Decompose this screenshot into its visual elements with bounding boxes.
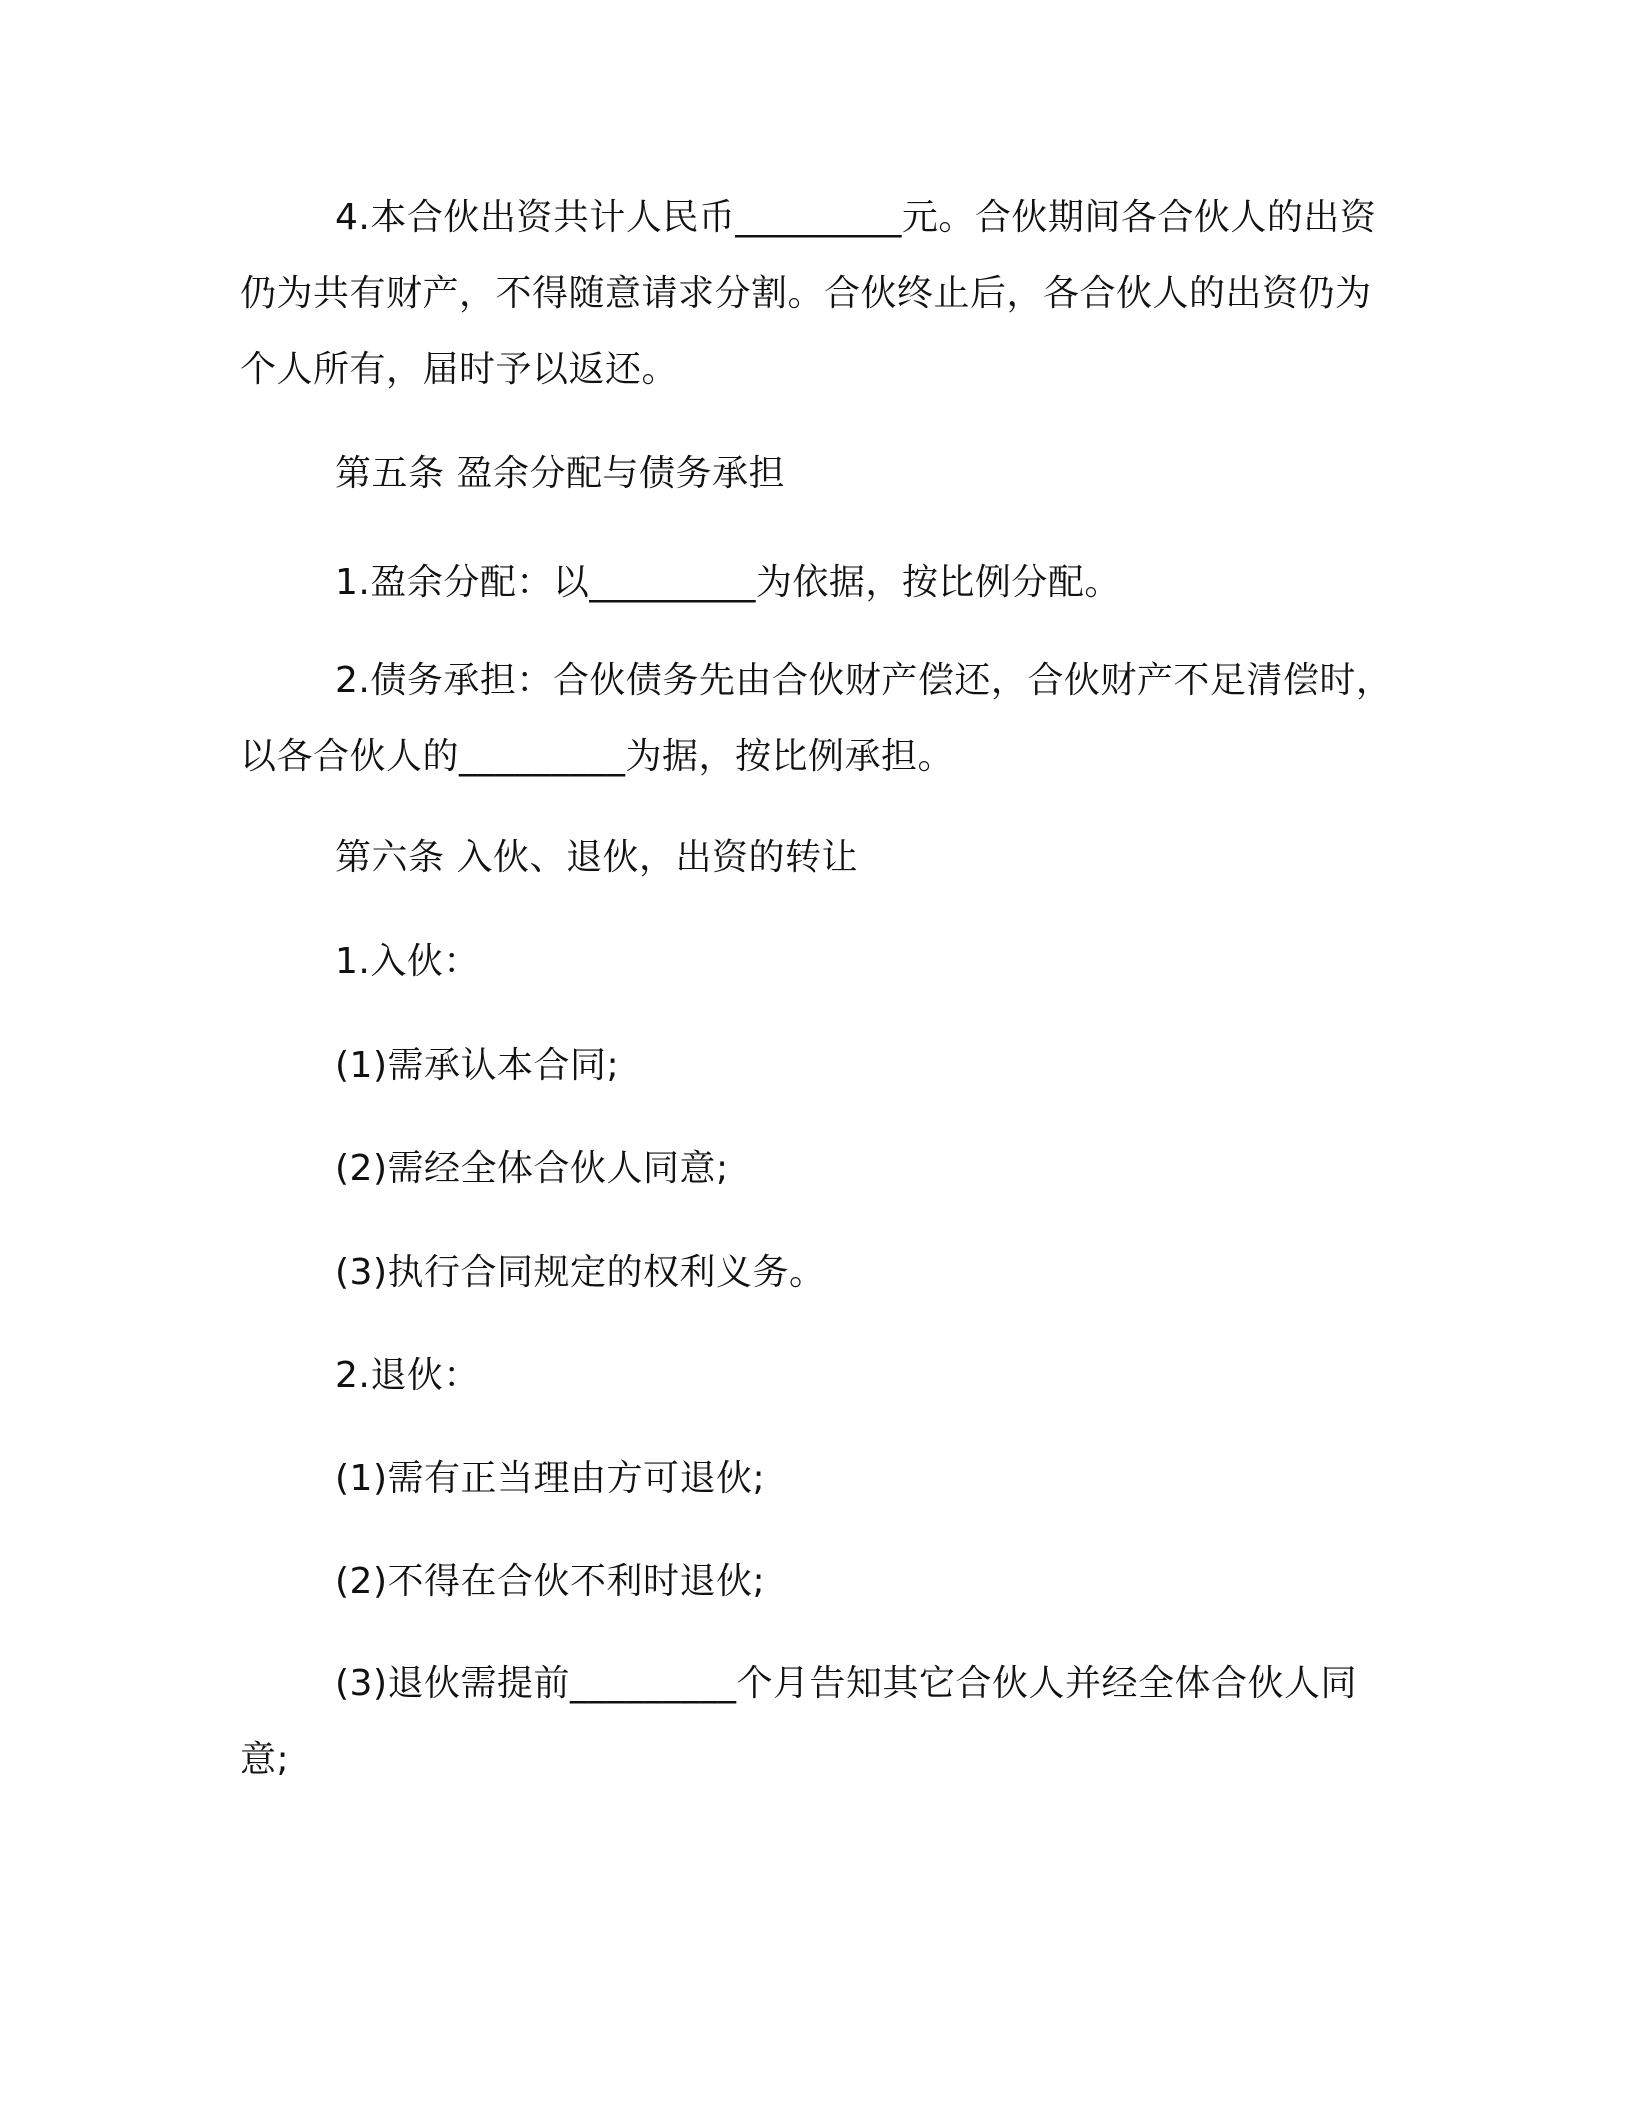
clause-profit-distribution: 1.盈余分配：以_________为依据，按比例分配。 [335, 562, 1121, 603]
article-5-heading: 第五条 盈余分配与债务承担 [335, 453, 785, 494]
admission-item-3: (3)执行合同规定的权利义务。 [335, 1252, 826, 1293]
withdrawal-item-3: (3)退伙需提前_________个月告知其它合伙人并经全体合伙人同意; [240, 1663, 1357, 1780]
clause-admission-heading: 1.入伙： [335, 941, 480, 982]
admission-item-1: (1)需承认本合同; [335, 1045, 620, 1086]
clause-4-capital-contribution: 4.本合伙出资共计人民币_________元。合伙期间各合伙人的出资仍为共有财产，不得随意请求分割。合伙终止后，各合伙人的出资仍为个人所有，届时予以返还。 [240, 197, 1377, 390]
withdrawal-item-1: (1)需有正当理由方可退伙; [335, 1458, 766, 1499]
clause-withdrawal-heading: 2.退伙： [335, 1355, 480, 1396]
admission-item-2: (2)需经全体合伙人同意; [335, 1148, 729, 1189]
clause-debt-bearing: 2.债务承担：合伙债务先由合伙财产偿还，合伙财产不足清偿时，以各合伙人的_________为据，按比例承担。 [240, 660, 1393, 777]
article-6-heading: 第六条 入伙、退伙，出资的转让 [335, 837, 858, 878]
withdrawal-item-2: (2)不得在合伙不利时退伙; [335, 1561, 766, 1602]
